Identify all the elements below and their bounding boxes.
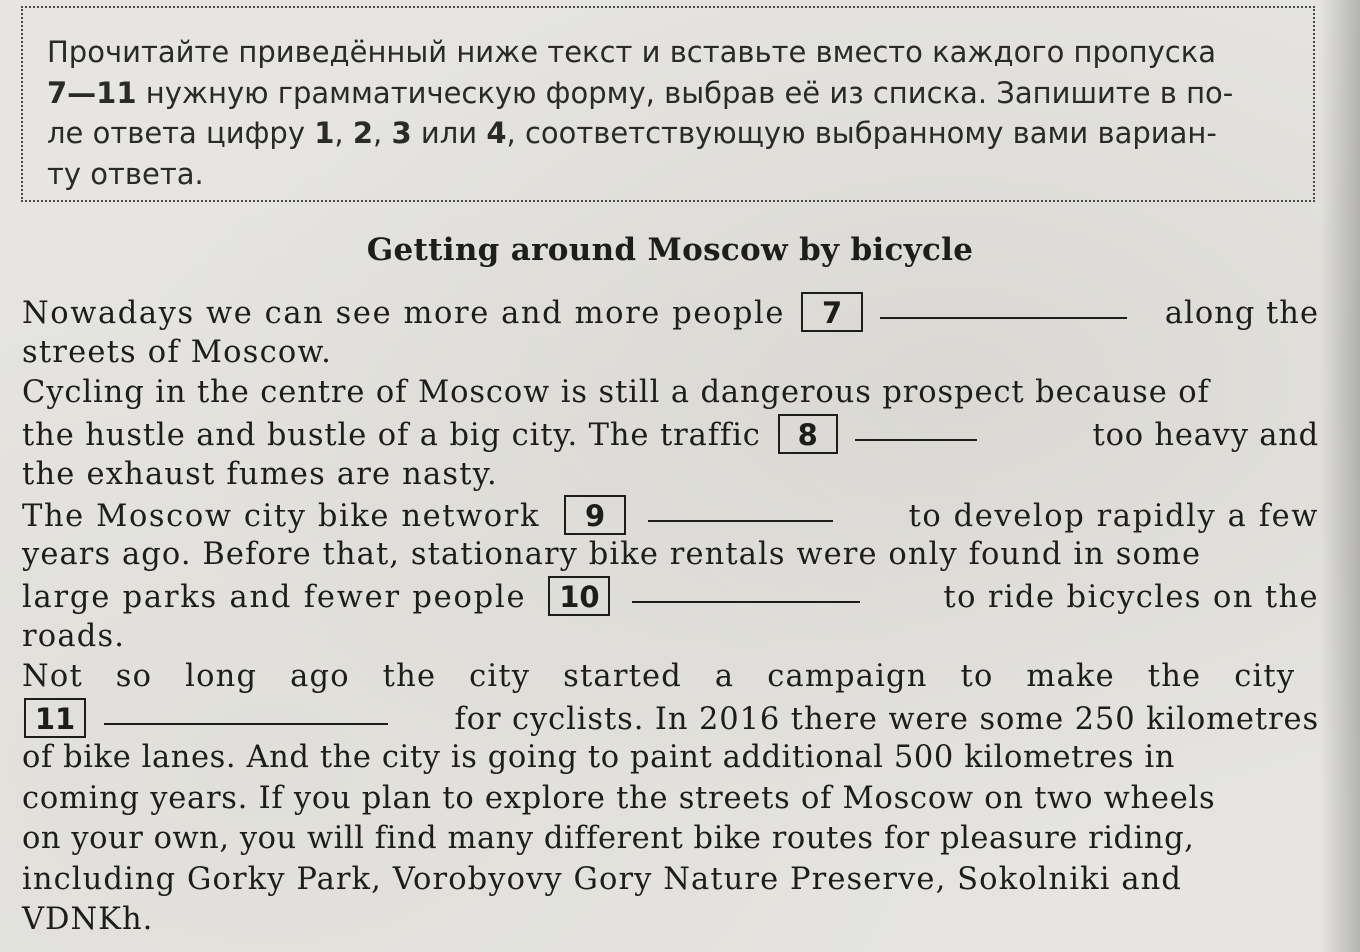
instruction-box bbox=[21, 6, 1315, 202]
text-title: Getting around Moscow by bicycle bbox=[366, 232, 974, 268]
text-line: coming years. If you plan to explore the streets of Moscow on two wheels bbox=[22, 781, 1216, 816]
gap-11-answer-blank[interactable] bbox=[104, 722, 388, 725]
task-range: 7—11 bbox=[47, 75, 137, 110]
text-line: of bike lanes. And the city is going to paint additional 500 kilometres in bbox=[22, 740, 1175, 775]
text-line: The Moscow city bike network 9 to develop rapidly a few bbox=[22, 495, 1319, 537]
page-shadow bbox=[1320, 0, 1360, 952]
gap-8-box: 8 bbox=[778, 414, 838, 454]
text-line: Cycling in the centre of Moscow is still a dangerous prospect because of bbox=[22, 375, 1210, 410]
text-line: the hustle and bustle of a big city. The traffic 8 too heavy and bbox=[22, 414, 1319, 456]
gap-9-answer-blank[interactable] bbox=[648, 519, 833, 522]
text-line: streets of Moscow. bbox=[22, 335, 333, 370]
gap-7-answer-blank[interactable] bbox=[880, 316, 1127, 319]
text-line: years ago. Before that, stationary bike rentals were only found in some bbox=[22, 537, 1202, 572]
option-number-2: 2 bbox=[352, 116, 374, 150]
gap-11-box: 11 bbox=[24, 698, 86, 738]
gap-7-box: 7 bbox=[801, 292, 863, 332]
option-number-3: 3 bbox=[391, 116, 412, 150]
text-line: including Gorky Park, Vorobyovy Gory Nature Preserve, Sokolniki and bbox=[22, 862, 1182, 897]
text-line: large parks and fewer people 10 to ride bicycles on the bbox=[22, 576, 1319, 618]
instruction-line-3: ле ответа цифру 1, 2, 3 или 4, соответствующую выбранному вами вариан- bbox=[47, 116, 1217, 150]
option-number-1: 1 bbox=[314, 116, 335, 150]
instruction-line-1: Прочитайте приведённый ниже текст и вставьте вместо каждого пропуска bbox=[47, 35, 1217, 69]
text-line: on your own, you will find many different bike routes for pleasure riding, bbox=[22, 821, 1195, 856]
option-number-4: 4 bbox=[486, 116, 507, 150]
gap-10-answer-blank[interactable] bbox=[632, 600, 860, 603]
text-line: roads. bbox=[22, 619, 126, 654]
text-line: VDNKh. bbox=[22, 902, 154, 937]
gap-9-box: 9 bbox=[564, 495, 626, 535]
instruction-line-4: ту ответа. bbox=[47, 156, 204, 191]
text-line: the exhaust fumes are nasty. bbox=[22, 457, 498, 492]
gap-10-box: 10 bbox=[548, 576, 610, 616]
text-line: 11 for cyclists. In 2016 there were some 250 kilometres bbox=[22, 698, 1319, 740]
gap-8-answer-blank[interactable] bbox=[855, 438, 977, 441]
text-line: Nowadays we can see more and more people 7 along the bbox=[22, 292, 1319, 334]
instruction-line-2: 7—11 нужную грамматическую форму, выбрав её из списка. Запишите в по- bbox=[47, 75, 1234, 110]
text-line: Not so long ago the city started a campaign to make the city bbox=[22, 659, 1296, 694]
